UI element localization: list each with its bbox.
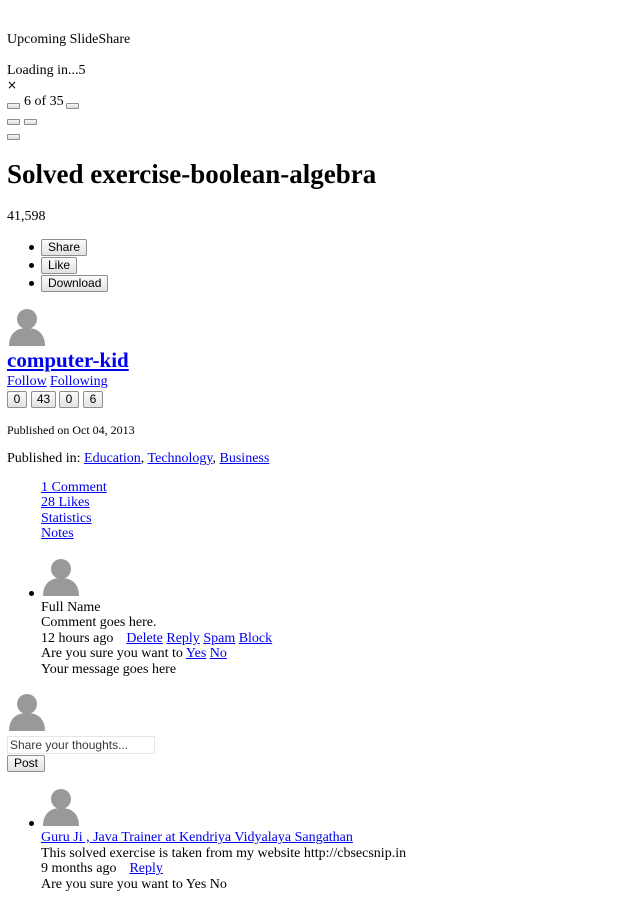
next-slide-button[interactable] bbox=[66, 103, 79, 109]
last-slide-button[interactable] bbox=[24, 119, 37, 125]
list-bullet bbox=[29, 591, 34, 596]
close-icon[interactable]: × bbox=[7, 78, 18, 92]
category-separator: , bbox=[140, 451, 145, 466]
commenter-name: Full Name bbox=[41, 600, 101, 615]
fullscreen-button[interactable] bbox=[7, 134, 20, 140]
view-count: 41,598 bbox=[7, 209, 46, 224]
stat-button[interactable]: 6 bbox=[83, 391, 103, 408]
list-bullet bbox=[29, 821, 34, 826]
category-link-education[interactable]: Education bbox=[84, 451, 141, 466]
confirm-yes[interactable]: Yes bbox=[185, 877, 207, 892]
published-date: Published on Oct 04, 2013 bbox=[7, 423, 135, 437]
stat-button[interactable]: 0 bbox=[59, 391, 79, 408]
category-link-technology[interactable]: Technology bbox=[147, 451, 213, 466]
list-bullet bbox=[29, 263, 34, 268]
first-slide-button[interactable] bbox=[7, 119, 20, 125]
comment-author-link[interactable]: Guru Ji , Java Trainer at Kendriya Vidyalaya Sangathan bbox=[41, 830, 353, 845]
following-link[interactable]: Following bbox=[50, 374, 108, 389]
category-separator: , bbox=[212, 451, 217, 466]
delete-link[interactable]: Delete bbox=[126, 631, 163, 646]
stat-button[interactable]: 43 bbox=[31, 391, 56, 408]
post-button[interactable]: Post bbox=[7, 755, 45, 772]
confirm-row bbox=[41, 877, 227, 893]
slide-counter: 6 of 35 bbox=[24, 94, 64, 109]
comment-time: 9 months ago bbox=[41, 861, 117, 876]
confirm-text: Are you sure you want to bbox=[41, 646, 183, 661]
tab-comments[interactable]: 1 Comment bbox=[41, 480, 107, 495]
message-placeholder: Your message goes here bbox=[41, 662, 177, 677]
comment-time: 12 hours ago bbox=[41, 631, 114, 646]
upcoming-label: Upcoming SlideShare bbox=[7, 32, 131, 47]
author-avatar-icon[interactable] bbox=[7, 306, 47, 346]
commenter-avatar-icon[interactable] bbox=[41, 786, 81, 826]
confirm-no-link[interactable]: No bbox=[209, 646, 227, 661]
block-link[interactable]: Block bbox=[238, 631, 273, 646]
list-bullet bbox=[29, 281, 34, 286]
download-button[interactable]: Download bbox=[41, 275, 108, 292]
follow-link[interactable]: Follow bbox=[7, 374, 47, 389]
category-link-business[interactable]: Business bbox=[219, 451, 270, 466]
list-bullet bbox=[29, 245, 34, 250]
current-user-avatar-icon bbox=[7, 691, 47, 731]
confirm-text: Are you sure you want to bbox=[41, 877, 183, 892]
reply-link[interactable]: Reply bbox=[129, 861, 163, 876]
commenter-avatar-icon bbox=[41, 556, 81, 596]
previous-slide-button[interactable] bbox=[7, 103, 20, 109]
comment-actions bbox=[41, 631, 272, 647]
stat-button[interactable]: 0 bbox=[7, 391, 27, 408]
comment-actions bbox=[41, 861, 163, 877]
like-button[interactable]: Like bbox=[41, 257, 77, 274]
page-title: Solved exercise-boolean-algebra bbox=[7, 159, 377, 189]
tab-notes[interactable]: Notes bbox=[41, 526, 74, 541]
confirm-no[interactable]: No bbox=[209, 877, 227, 892]
author-name-link[interactable]: computer-kid bbox=[7, 348, 129, 372]
tab-likes[interactable]: 28 Likes bbox=[41, 495, 90, 510]
comment-text: This solved exercise is taken from my website http://cbsecsnip.in bbox=[41, 846, 407, 861]
published-in-label: Published in: bbox=[7, 451, 81, 466]
confirm-yes-link[interactable]: Yes bbox=[185, 646, 207, 661]
confirm-row bbox=[41, 646, 227, 662]
loading-label: Loading in...5 bbox=[7, 63, 86, 78]
spam-link[interactable]: Spam bbox=[203, 631, 236, 646]
comment-text: Comment goes here. bbox=[41, 615, 157, 630]
tab-statistics[interactable]: Statistics bbox=[41, 511, 92, 526]
published-in bbox=[7, 451, 269, 467]
comment-input[interactable] bbox=[7, 736, 155, 754]
reply-link[interactable]: Reply bbox=[166, 631, 200, 646]
share-button[interactable]: Share bbox=[41, 239, 87, 256]
